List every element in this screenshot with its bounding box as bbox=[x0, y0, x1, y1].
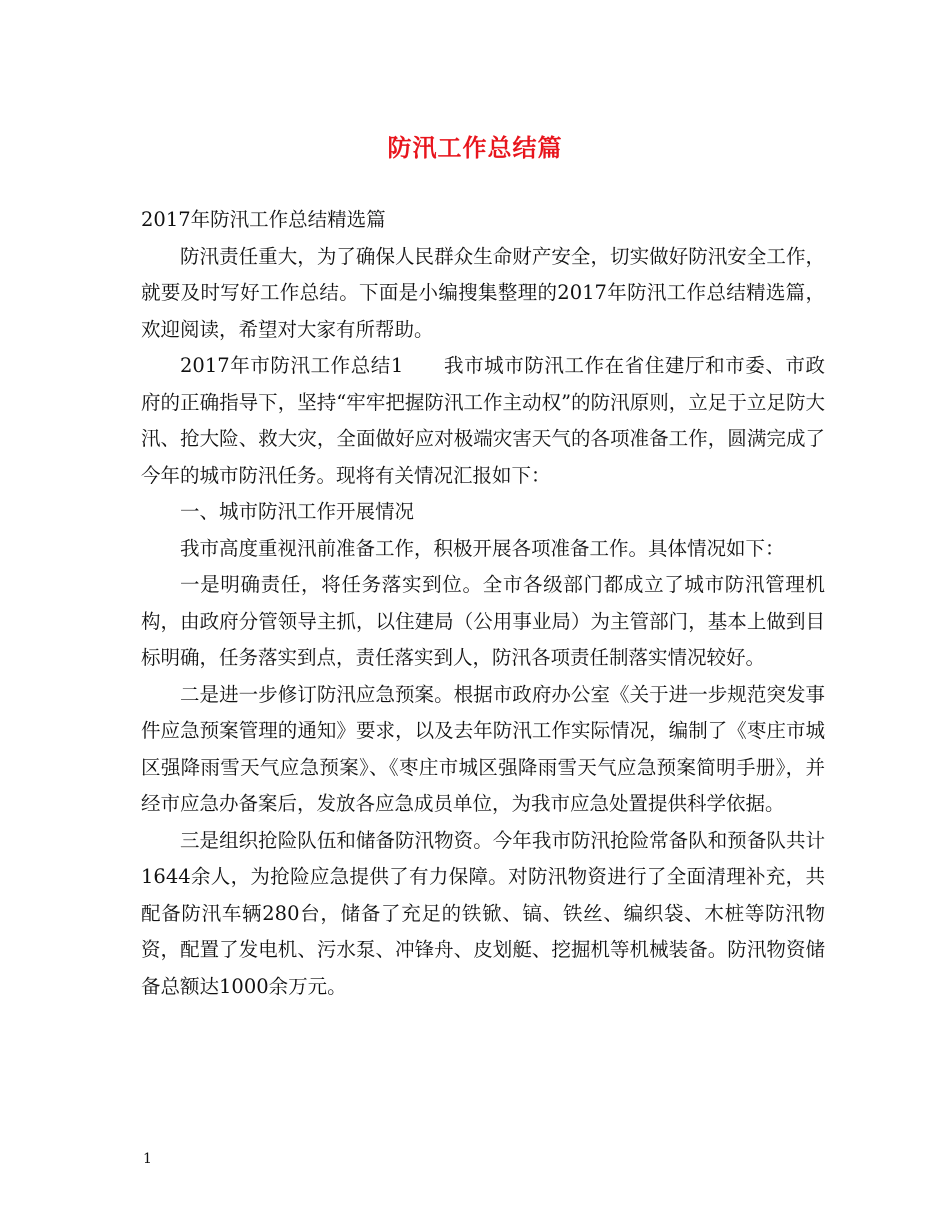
paragraph-responsibility: 一是明确责任，将任务落实到位。全市各级部门都成立了城市防汛管理机构，由政府分管领导主抓，以住建局（公用事业局）为主管部门，基本上做到目标明确，任务落实到点，责任落实到人，防汛各项责任制落实情况较好。 bbox=[141, 573, 825, 669]
section-heading-1: 一、城市防汛工作开展情况 bbox=[180, 500, 415, 523]
paragraph-summary-1: 2017年市防汛工作总结1 我市城市防汛工作在省住建厅和市委、市政府的正确指导下，坚持“牢牢把握防汛工作主动权”的防汛原则，立足于立足防大汛、抢大险、救大灾，全面做好应对极端灾害天气的各项准备工作，圆满完成了今年的城市防汛任务。现将有关情况汇报如下： bbox=[141, 354, 825, 487]
paragraph-preparation: 我市高度重视汛前准备工作，积极开展各项准备工作。具体情况如下： bbox=[180, 536, 785, 560]
paragraph-intro: 防汛责任重大，为了确保人民群众生命财产安全，切实做好防汛安全工作，就要及时写好工作总结。下面是小编搜集整理的2017年防汛工作总结精选篇，欢迎阅读，希望对大家有所帮助。 bbox=[141, 244, 825, 341]
document-subtitle: 2017年防汛工作总结精选篇 bbox=[141, 208, 386, 231]
document-title: 防汛工作总结篇 bbox=[387, 133, 563, 162]
paragraph-supplies: 三是组织抢险队伍和储备防汛物资。今年我市防汛抢险常备队和预备队共计1644余人，为抢险应急提供了有力保障。对防汛物资进行了全面清理补充，共配备防汛车辆280台，储备了充足的铁锨、镐、铁丝、编织袋、木桩等防汛物资，配置了发电机、污水泵、冲锋舟、皮划艇、挖掘机等机械装备。防汛物资储备总额达1000余万元。 bbox=[141, 828, 825, 998]
page-number: 1 bbox=[143, 1151, 152, 1167]
document-body bbox=[141, 202, 825, 1005]
paragraph-emergency-plan: 二是进一步修订防汛应急预案。根据市政府办公室《关于进一步规范突发事件应急预案管理的通知》要求，以及去年防汛工作实际情况，编制了《枣庄市城区强降雨雪天气应急预案》、《枣庄市城区强降雨雪天气应急预案简明手册》，并经市应急办备案后，发放各应急成员单位，为我市应急处置提供科学依据。 bbox=[141, 682, 825, 815]
